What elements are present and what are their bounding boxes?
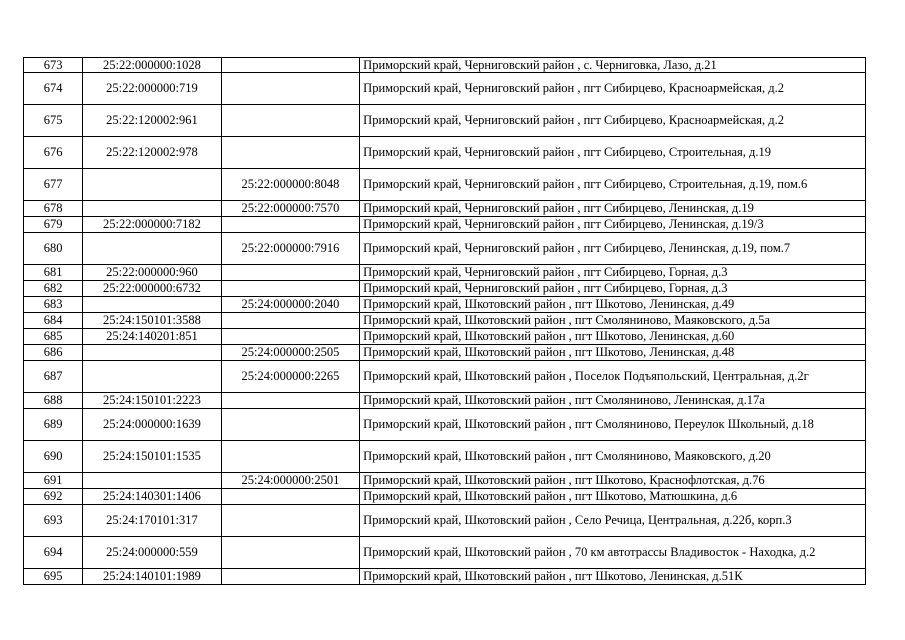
table-row xyxy=(24,201,866,217)
table-row xyxy=(24,281,866,297)
address: Приморский край, Шкотовский район , 70 км автотрассы Владивосток - Находка, д.2 xyxy=(360,537,866,569)
row-number: 683 xyxy=(24,297,83,313)
address: Приморский край, Черниговский район , с. Черниговка, Лазо, д.21 xyxy=(360,58,866,73)
cadastral-number xyxy=(83,361,221,393)
cadastral-number: 25:22:000000:1028 xyxy=(83,58,221,73)
table-body xyxy=(24,58,866,585)
cadastral-number-alt: 25:24:000000:2040 xyxy=(221,297,359,313)
table-row xyxy=(24,313,866,329)
cadastral-number-alt: 25:22:000000:7570 xyxy=(221,201,359,217)
row-number: 681 xyxy=(24,265,83,281)
cadastral-number-alt xyxy=(221,537,359,569)
address: Приморский край, Шкотовский район , пгт Смоляниново, Ленинская, д.17а xyxy=(360,393,866,409)
cadastral-number: 25:24:170101:317 xyxy=(83,505,221,537)
row-number: 677 xyxy=(24,169,83,201)
table-row xyxy=(24,505,866,537)
row-number: 684 xyxy=(24,313,83,329)
table-row xyxy=(24,58,866,73)
table-row xyxy=(24,297,866,313)
address: Приморский край, Шкотовский район , пгт Смоляниново, Маяковского, д.5а xyxy=(360,313,866,329)
address: Приморский край, Шкотовский район , пгт Шкотово, Ленинская, д.51К xyxy=(360,569,866,585)
cadastral-number: 25:22:120002:961 xyxy=(83,105,221,137)
table-row xyxy=(24,169,866,201)
row-number: 675 xyxy=(24,105,83,137)
cadastral-number-alt xyxy=(221,137,359,169)
row-number: 688 xyxy=(24,393,83,409)
cadastral-number-alt xyxy=(221,409,359,441)
table-row xyxy=(24,361,866,393)
cadastral-number: 25:24:140201:851 xyxy=(83,329,221,345)
table-row xyxy=(24,409,866,441)
address: Приморский край, Шкотовский район , Поселок Подъяпольский, Центральная, д.2г xyxy=(360,361,866,393)
address: Приморский край, Черниговский район , пгт Сибирцево, Красноармейская, д.2 xyxy=(360,73,866,105)
cadastral-number-alt: 25:24:000000:2265 xyxy=(221,361,359,393)
row-number: 692 xyxy=(24,489,83,505)
cadastral-number: 25:24:000000:1639 xyxy=(83,409,221,441)
cadastral-number: 25:22:120002:978 xyxy=(83,137,221,169)
cadastral-number: 25:24:140101:1989 xyxy=(83,569,221,585)
cadastral-number xyxy=(83,345,221,361)
row-number: 691 xyxy=(24,473,83,489)
cadastral-number-alt xyxy=(221,313,359,329)
table-row xyxy=(24,233,866,265)
table-row xyxy=(24,441,866,473)
row-number: 673 xyxy=(24,58,83,73)
address: Приморский край, Черниговский район , пгт Сибирцево, Ленинская, д.19/3 xyxy=(360,217,866,233)
row-number: 680 xyxy=(24,233,83,265)
address: Приморский край, Шкотовский район , Село Речица, Центральная, д.22б, корп.3 xyxy=(360,505,866,537)
address: Приморский край, Шкотовский район , пгт Смоляниново, Маяковского, д.20 xyxy=(360,441,866,473)
cadastral-number: 25:22:000000:719 xyxy=(83,73,221,105)
cadastral-number: 25:24:150101:1535 xyxy=(83,441,221,473)
row-number: 695 xyxy=(24,569,83,585)
cadastral-number: 25:24:150101:2223 xyxy=(83,393,221,409)
address: Приморский край, Черниговский район , пгт Сибирцево, Строительная, д.19 xyxy=(360,137,866,169)
cadastral-number xyxy=(83,473,221,489)
row-number: 686 xyxy=(24,345,83,361)
table-row xyxy=(24,329,866,345)
table-row xyxy=(24,489,866,505)
address: Приморский край, Черниговский район , пгт Сибирцево, Горная, д.3 xyxy=(360,281,866,297)
table-row xyxy=(24,569,866,585)
address: Приморский край, Шкотовский район , пгт Шкотово, Матюшкина, д.6 xyxy=(360,489,866,505)
address: Приморский край, Черниговский район , пгт Сибирцево, Ленинская, д.19, пом.7 xyxy=(360,233,866,265)
cadastral-number: 25:24:140301:1406 xyxy=(83,489,221,505)
cadastral-number-alt xyxy=(221,393,359,409)
cadastral-number-alt xyxy=(221,105,359,137)
address: Приморский край, Шкотовский район , пгт Шкотово, Ленинская, д.49 xyxy=(360,297,866,313)
cadastral-number-alt xyxy=(221,569,359,585)
table-row xyxy=(24,537,866,569)
row-number: 682 xyxy=(24,281,83,297)
row-number: 674 xyxy=(24,73,83,105)
cadastral-number-alt xyxy=(221,441,359,473)
cadastral-number xyxy=(83,233,221,265)
address: Приморский край, Шкотовский район , пгт Смоляниново, Переулок Школьный, д.18 xyxy=(360,409,866,441)
row-number: 690 xyxy=(24,441,83,473)
row-number: 685 xyxy=(24,329,83,345)
cadastral-number xyxy=(83,297,221,313)
address: Приморский край, Шкотовский район , пгт Шкотово, Ленинская, д.60 xyxy=(360,329,866,345)
cadastral-number: 25:24:000000:559 xyxy=(83,537,221,569)
address: Приморский край, Черниговский район , пгт Сибирцево, Красноармейская, д.2 xyxy=(360,105,866,137)
row-number: 676 xyxy=(24,137,83,169)
cadastral-number: 25:22:000000:7182 xyxy=(83,217,221,233)
address: Приморский край, Шкотовский район , пгт Шкотово, Ленинская, д.48 xyxy=(360,345,866,361)
table-row xyxy=(24,217,866,233)
table-row xyxy=(24,345,866,361)
cadastral-number: 25:24:150101:3588 xyxy=(83,313,221,329)
table-row xyxy=(24,393,866,409)
cadastral-number-alt xyxy=(221,217,359,233)
row-number: 679 xyxy=(24,217,83,233)
cadastral-number-alt xyxy=(221,505,359,537)
table-row xyxy=(24,473,866,489)
row-number: 693 xyxy=(24,505,83,537)
cadastral-number-alt xyxy=(221,281,359,297)
cadastral-number-alt: 25:24:000000:2501 xyxy=(221,473,359,489)
property-table xyxy=(23,57,866,585)
row-number: 678 xyxy=(24,201,83,217)
cadastral-number: 25:22:000000:6732 xyxy=(83,281,221,297)
cadastral-number-alt xyxy=(221,489,359,505)
row-number: 687 xyxy=(24,361,83,393)
cadastral-number-alt xyxy=(221,58,359,73)
address: Приморский край, Черниговский район , пгт Сибирцево, Ленинская, д.19 xyxy=(360,201,866,217)
cadastral-number: 25:22:000000:960 xyxy=(83,265,221,281)
cadastral-number-alt: 25:24:000000:2505 xyxy=(221,345,359,361)
table-row xyxy=(24,73,866,105)
table-row xyxy=(24,137,866,169)
cadastral-number xyxy=(83,169,221,201)
address: Приморский край, Шкотовский район , пгт Шкотово, Краснофлотская, д.76 xyxy=(360,473,866,489)
address: Приморский край, Черниговский район , пгт Сибирцево, Горная, д.3 xyxy=(360,265,866,281)
cadastral-number xyxy=(83,201,221,217)
row-number: 694 xyxy=(24,537,83,569)
table-row xyxy=(24,265,866,281)
row-number: 689 xyxy=(24,409,83,441)
cadastral-number-alt xyxy=(221,265,359,281)
table-row xyxy=(24,105,866,137)
address: Приморский край, Черниговский район , пгт Сибирцево, Строительная, д.19, пом.6 xyxy=(360,169,866,201)
cadastral-number-alt xyxy=(221,329,359,345)
cadastral-number-alt: 25:22:000000:8048 xyxy=(221,169,359,201)
cadastral-number-alt: 25:22:000000:7916 xyxy=(221,233,359,265)
cadastral-number-alt xyxy=(221,73,359,105)
